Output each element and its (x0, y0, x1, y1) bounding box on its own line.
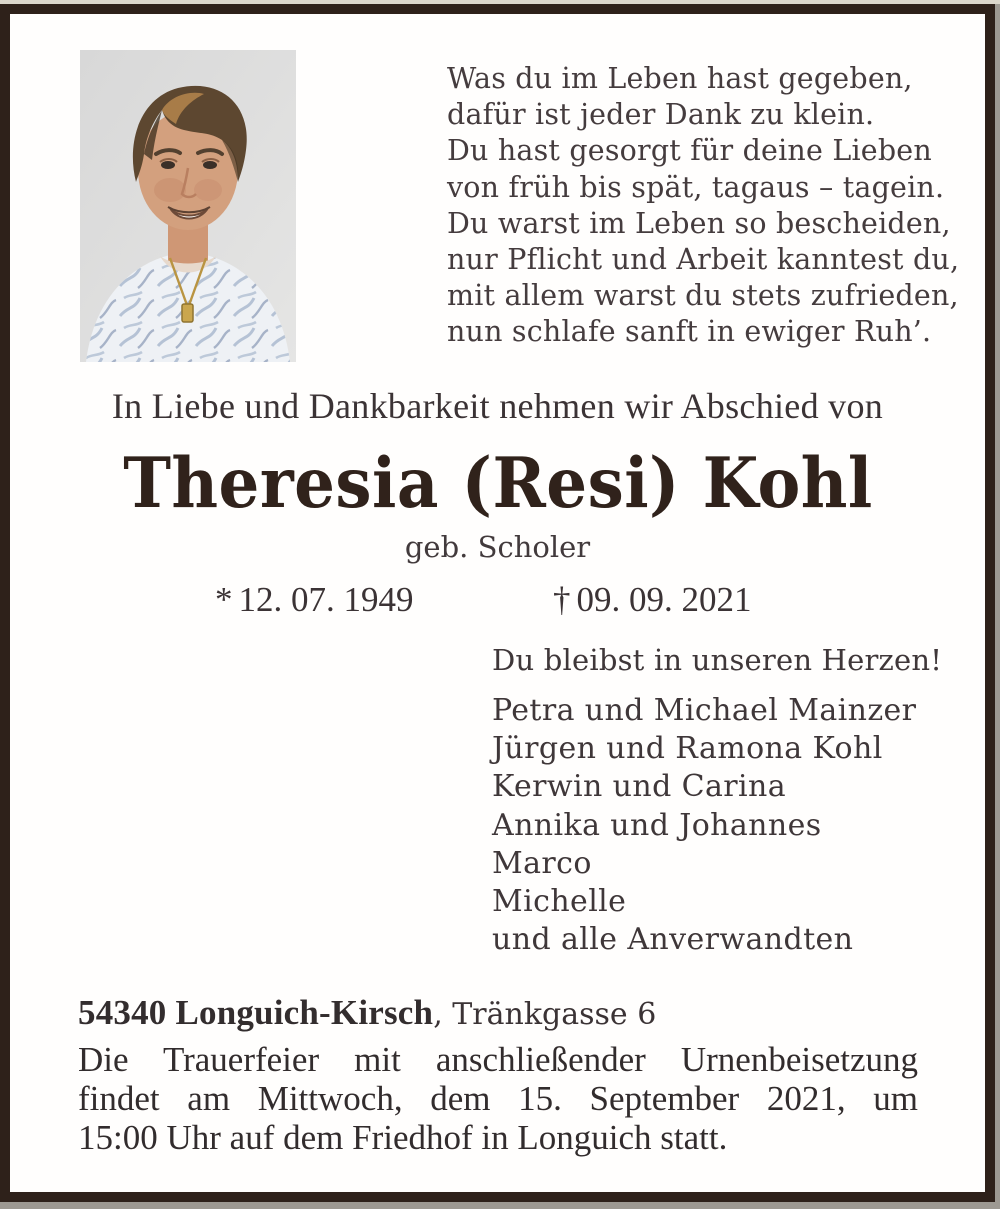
portrait-illustration (80, 50, 296, 362)
farewell-line: Du bleibst in unseren Herzen! (492, 643, 943, 677)
birth-date-value: 12. 07. 1949 (238, 580, 414, 619)
poem-line: von früh bis spät, tagaus – tagein. (447, 170, 945, 204)
mourner-line: Kerwin und Carina (492, 769, 786, 805)
death-cross-symbol: † (553, 580, 577, 619)
maiden-name: geb. Scholer (404, 530, 591, 564)
poem-line: dafür ist jeder Dank zu klein. (447, 98, 875, 132)
funeral-notice-line: findet am Mittwoch, dem 15. September 2021, um (78, 1079, 918, 1119)
funeral-notice-line: 15:00 Uhr auf dem Friedhof in Longuich statt. (78, 1118, 728, 1158)
address-city: 54340 Longuich-Kirsch (78, 993, 434, 1032)
mourner-line: Annika und Johannes (492, 807, 822, 843)
mourner-line: Jürgen und Ramona Kohl (492, 731, 883, 767)
poem-line: Du hast gesorgt für deine Lieben (447, 134, 932, 168)
address-line (78, 993, 656, 1033)
death-date-value: 09. 09. 2021 (576, 580, 752, 619)
deceased-name-row (10, 444, 985, 523)
memorial-poem (447, 61, 960, 351)
birth-star-symbol: * (215, 580, 239, 619)
mourner-line: Michelle (492, 884, 627, 920)
farewell-intro-line: In Liebe und Dankbarkeit nehmen wir Abschied von (111, 386, 884, 426)
mourner-line: Petra und Michael Mainzer (492, 693, 917, 728)
birth-date (215, 580, 414, 620)
mourners-list (492, 692, 916, 959)
life-dates-row (10, 580, 985, 624)
address-street: , Tränkgasse 6 (433, 997, 657, 1032)
poem-line: nun schlafe sanft in ewiger Ruh’. (447, 315, 932, 349)
funeral-notice (78, 1040, 918, 1158)
mourner-line: Marco (492, 845, 592, 881)
poem-line: mit allem warst du stets zufrieden, (447, 279, 959, 313)
deceased-portrait-photo (80, 50, 296, 362)
poem-line: nur Pflicht und Arbeit kanntest du, (447, 243, 960, 277)
deceased-name: Theresia (Resi) Kohl (122, 443, 873, 524)
poem-line: Du warst im Leben so bescheiden, (447, 206, 951, 240)
funeral-notice-line: Die Trauerfeier mit anschließender Urnenbeisetzung (78, 1040, 918, 1079)
poem-line: Was du im Leben hast gegeben, (447, 62, 913, 95)
obituary-frame (0, 4, 995, 1202)
mourner-line: und alle Anverwandten (492, 922, 854, 958)
obituary-content (10, 14, 985, 1192)
death-date (553, 580, 752, 620)
